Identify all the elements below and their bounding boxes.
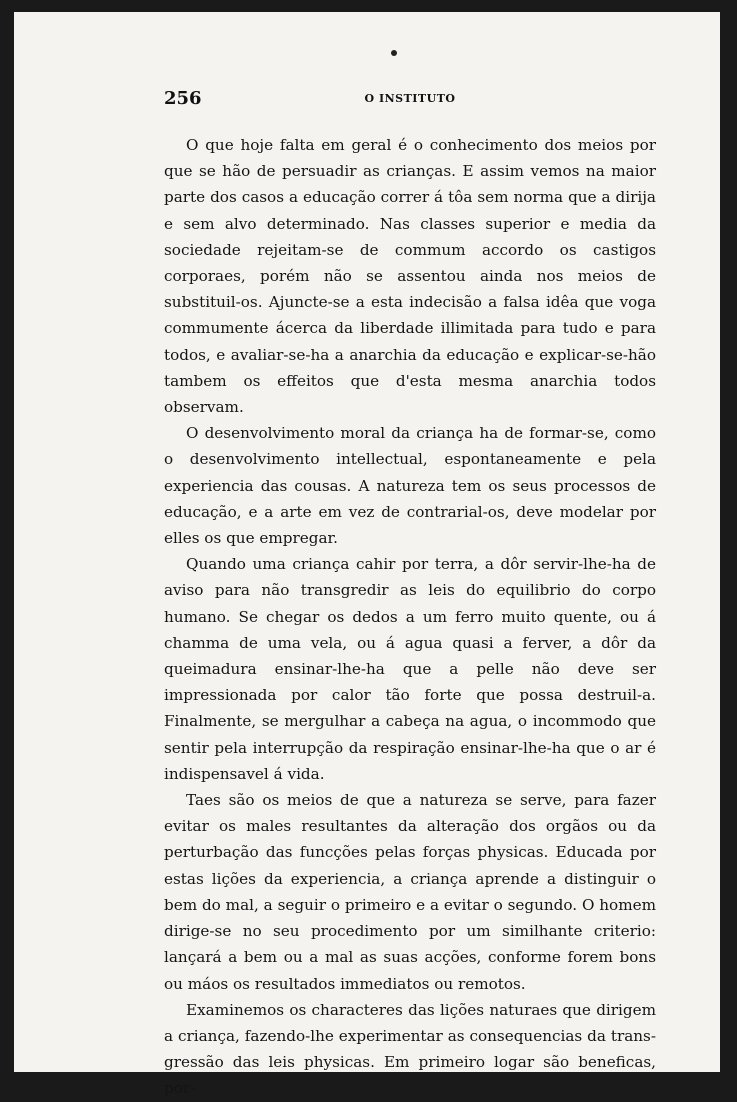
page-number: 256 (164, 88, 202, 109)
paragraph-3: Quando uma criança cahir por terra, a dôr servir-lhe-ha de aviso para não transgredir as leis do equilibrio do corpo humano. Se chegar os dedos a um ferro muito quente, ou á chamma de uma vela, ou á agua quasi a ferver, a dôr da queimadura ensinar-lhe-ha que a pelle não deve ser impressionada por calor tão forte que possa destruil-a. Finalmente, se mergulhar a cabeça na agua, o incommodo que sentir pela interrupção da respiração ensinar-lhe-ha que o ar é indispensavel á vida. (164, 555, 656, 783)
paragraph-5: Examinemos os characteres das lições naturaes que dirigem a criança, fazendo-lhe experimentar as consequencias da transgressão das leis physicas. Em primeiro logar são beneficas, por- (164, 1000, 656, 1098)
body-text (164, 132, 656, 1102)
paragraph-1: O que hoje falta em geral é o conhecimento dos meios por que se hão de persuadir as crianças. E assim vemos na maior parte dos casos a educação correr á tôa sem norma que a dirija e sem alvo determinado. Nas classes superior e media da sociedade rejeitam-se de commum accordo os castigos corporaes, porém não se assentou ainda nos meios de substituil-os. Ajuncte-se a esta indecisão a falsa idêa que voga commumente ácerca da liberdade illimitada para tudo e para todos, e avaliar-se-ha a anarchia da educação e explicar-se-hão tambem os effeitos que d'esta mesma anarchia todos observam. (164, 136, 656, 417)
printer-ornament-dot (391, 50, 397, 56)
page-header (164, 88, 656, 112)
running-title: O INSTITUTO (364, 92, 456, 105)
scanned-page (14, 12, 720, 1098)
paragraph-2: O desenvolvimento moral da criança ha de formar-se, como o desenvolvimento intellectual, espontaneamente e pela experiencia das cousas. A natureza tem os seus processos de educação, e a arte em vez de contrarial-os, deve modelar por elles os que empregar. (164, 424, 656, 548)
paragraph-4: Taes são os meios de que a natureza se serve, para fazer evitar os males resultantes da alteração dos orgãos ou da perturbação das funcções pelas forças physicas. Educada por estas lições da experiencia, a criança aprende a distinguir o bem do mal, a seguir o primeiro e a evitar o segundo. O homem dirige-se no seu procedimento por um similhante criterio: lançará a bem ou a mal as suas acções, conforme forem bons ou máos os resultados immediatos ou remotos. (164, 791, 656, 993)
